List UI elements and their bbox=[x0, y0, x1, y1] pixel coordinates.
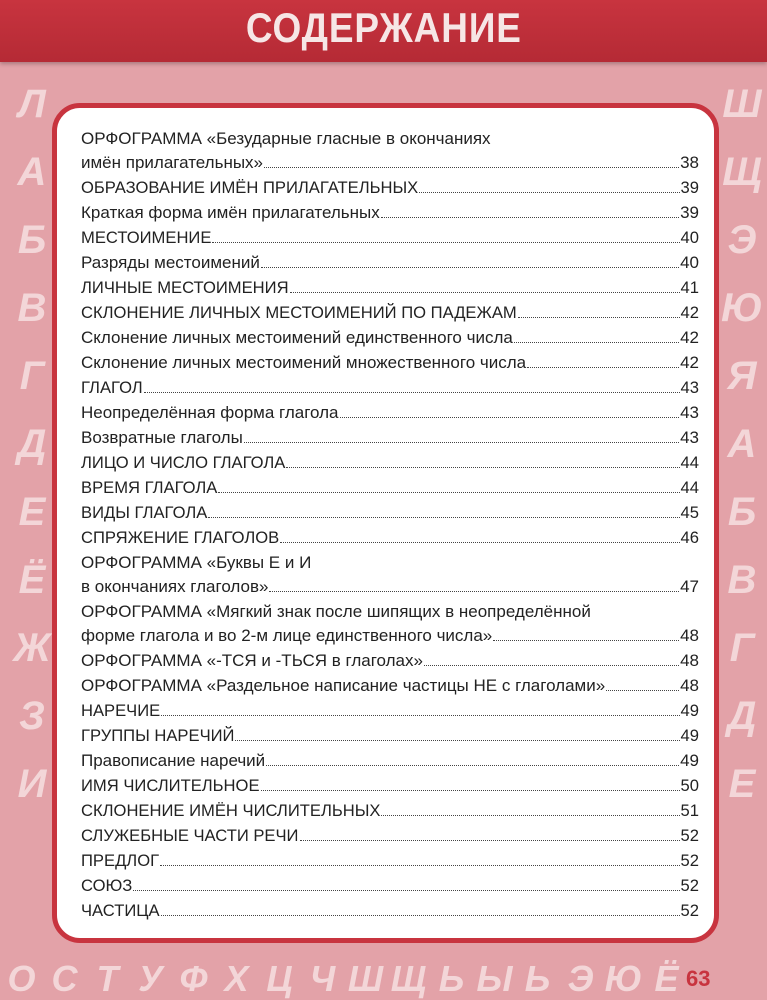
toc-entry-title: СКЛОНЕНИЕ ИМЁН ЧИСЛИТЕЛЬНЫХ bbox=[81, 801, 381, 820]
dot-leader bbox=[424, 665, 679, 666]
toc-entry bbox=[81, 648, 699, 673]
decorative-letter: А bbox=[17, 150, 47, 194]
dot-leader bbox=[264, 167, 679, 168]
toc-entry bbox=[81, 898, 699, 923]
dot-leader bbox=[419, 192, 679, 193]
decorative-letter: Ё bbox=[18, 558, 46, 602]
dot-leader bbox=[493, 640, 679, 641]
dot-leader bbox=[244, 442, 679, 443]
dot-leader bbox=[161, 915, 680, 916]
toc-entry bbox=[81, 773, 699, 798]
toc-entry-title: Неопределённая форма глагола bbox=[81, 403, 339, 422]
toc-entry-title: ОРФОГРАММА «Раздельное написание частицы НЕ с глаголами» bbox=[81, 676, 606, 695]
toc-entry bbox=[81, 475, 699, 500]
decorative-letter: Ь bbox=[438, 958, 465, 999]
decorative-letter: У bbox=[138, 958, 163, 999]
toc-entry bbox=[81, 575, 699, 599]
toc-entry-title: ЛИЦО И ЧИСЛО ГЛАГОЛА bbox=[81, 453, 286, 472]
dot-leader bbox=[261, 267, 679, 268]
bottom-letter-row bbox=[0, 958, 680, 1000]
dot-leader bbox=[161, 715, 679, 716]
toc-entry-page: 50 bbox=[680, 776, 699, 795]
right-letter-column bbox=[712, 70, 767, 950]
decorative-letter: Л bbox=[18, 82, 46, 126]
decorative-letter: С bbox=[51, 958, 78, 999]
toc-entry-page: 42 bbox=[680, 303, 699, 322]
toc-entry-title: ГЛАГОЛ bbox=[81, 378, 143, 397]
decorative-letter: З bbox=[19, 694, 45, 738]
toc-entry-page: 49 bbox=[680, 751, 699, 770]
toc-entry-page: 43 bbox=[680, 403, 699, 422]
toc-entry bbox=[81, 673, 699, 698]
toc-entry-title: НАРЕЧИЕ bbox=[81, 701, 161, 720]
toc-entry-title: ОРФОГРАММА «Безударные гласные в окончаниях bbox=[81, 129, 491, 148]
toc-entry bbox=[81, 275, 699, 300]
toc-entry bbox=[81, 300, 699, 325]
decorative-letter: Ю bbox=[604, 958, 643, 999]
decorative-letter: Я bbox=[727, 354, 757, 398]
toc-entry bbox=[81, 525, 699, 550]
dot-leader bbox=[266, 765, 679, 766]
toc-entry-title: ИМЯ ЧИСЛИТЕЛЬНОЕ bbox=[81, 776, 260, 795]
decorative-letter: Ц bbox=[266, 958, 293, 999]
decorative-letter: Б bbox=[17, 218, 47, 262]
toc-entry bbox=[81, 748, 699, 773]
toc-entry-title: Склонение личных местоимений множественного числа bbox=[81, 353, 527, 372]
toc-entry-page: 52 bbox=[680, 851, 699, 870]
dot-leader bbox=[527, 367, 679, 368]
dot-leader bbox=[212, 242, 679, 243]
contents-card bbox=[52, 103, 719, 943]
decorative-letter: Щ bbox=[390, 958, 427, 999]
dot-leader bbox=[218, 492, 679, 493]
dot-leader bbox=[286, 467, 679, 468]
toc-entry-title: Краткая форма имён прилагательных bbox=[81, 203, 380, 222]
decorative-letter: Ь bbox=[524, 958, 551, 999]
toc-entry-title: ОБРАЗОВАНИЕ ИМЁН ПРИЛАГАТЕЛЬНЫХ bbox=[81, 178, 419, 197]
decorative-letter: Ж bbox=[13, 626, 51, 670]
decorative-letter: В bbox=[17, 286, 47, 330]
toc-entry-title: Склонение личных местоимений единственного числа bbox=[81, 328, 513, 347]
toc-entry-page: 42 bbox=[680, 328, 699, 347]
decorative-letter: Ч bbox=[309, 958, 336, 999]
toc-entry-page: 44 bbox=[680, 478, 699, 497]
toc-entry-page: 47 bbox=[680, 577, 699, 596]
page-title: СОДЕРЖАНИЕ bbox=[245, 4, 522, 51]
toc-entry bbox=[81, 698, 699, 723]
toc-entry-title: ЛИЧНЫЕ МЕСТОИМЕНИЯ bbox=[81, 278, 289, 297]
decorative-letter: Ю bbox=[721, 286, 763, 330]
toc-entry-page: 39 bbox=[680, 178, 699, 197]
toc-entry bbox=[81, 450, 699, 475]
dot-leader bbox=[269, 591, 679, 592]
dot-leader bbox=[340, 417, 680, 418]
toc-entry bbox=[81, 798, 699, 823]
title-banner bbox=[0, 0, 767, 62]
toc-entry bbox=[81, 873, 699, 898]
toc-entry bbox=[81, 200, 699, 225]
toc-entry-title: имён прилагательных» bbox=[81, 153, 264, 172]
toc-entry bbox=[81, 624, 699, 648]
toc-entry-title: СПРЯЖЕНИЕ ГЛАГОЛОВ bbox=[81, 528, 280, 547]
toc-entry bbox=[81, 550, 699, 575]
toc-entry bbox=[81, 126, 699, 151]
toc-entry-title: ОРФОГРАММА «Буквы Е и И bbox=[81, 553, 312, 572]
toc-entry-page: 44 bbox=[680, 453, 699, 472]
toc-entry bbox=[81, 250, 699, 275]
decorative-letter: Г bbox=[729, 626, 755, 670]
decorative-letter: Щ bbox=[722, 150, 762, 194]
dot-leader bbox=[381, 815, 679, 816]
dot-leader bbox=[381, 217, 679, 218]
toc-entry-page: 51 bbox=[680, 801, 699, 820]
decorative-letter: Ё bbox=[654, 958, 679, 999]
toc-entry-page: 49 bbox=[680, 726, 699, 745]
toc-entry bbox=[81, 823, 699, 848]
decorative-letter: Д bbox=[727, 694, 757, 738]
dot-leader bbox=[518, 317, 680, 318]
toc-entry-page: 48 bbox=[680, 651, 699, 670]
toc-entry-page: 52 bbox=[680, 876, 699, 895]
toc-entry-title: ПРЕДЛОГ bbox=[81, 851, 160, 870]
decorative-letter: Е bbox=[18, 490, 46, 534]
dot-leader bbox=[280, 542, 679, 543]
dot-leader bbox=[290, 292, 680, 293]
dot-leader bbox=[133, 890, 679, 891]
decorative-letter: В bbox=[727, 558, 757, 602]
dot-leader bbox=[235, 740, 679, 741]
toc-entry-title: ВИДЫ ГЛАГОЛА bbox=[81, 503, 208, 522]
toc-entry bbox=[81, 175, 699, 200]
toc-entry-title: ОРФОГРАММА «Мягкий знак после шипящих в неопределённой bbox=[81, 602, 591, 621]
toc-entry-page: 49 bbox=[680, 701, 699, 720]
toc-entry-page: 43 bbox=[680, 378, 699, 397]
decorative-letter: Ы bbox=[476, 958, 513, 999]
toc-entry-title: в окончаниях глаголов» bbox=[81, 577, 269, 596]
toc-entry-page: 38 bbox=[680, 153, 699, 172]
toc-entry-page: 42 bbox=[680, 353, 699, 372]
dot-leader bbox=[208, 517, 679, 518]
toc-entry bbox=[81, 225, 699, 250]
toc-entry bbox=[81, 325, 699, 350]
decorative-letter: Е bbox=[728, 762, 756, 806]
dot-leader bbox=[261, 790, 680, 791]
toc-entry bbox=[81, 151, 699, 175]
toc-entry-title: ВРЕМЯ ГЛАГОЛА bbox=[81, 478, 218, 497]
table-of-contents bbox=[81, 126, 699, 923]
decorative-letter: Ш bbox=[722, 82, 762, 126]
decorative-letter: Г bbox=[19, 354, 45, 398]
decorative-letter: Т bbox=[96, 958, 119, 999]
toc-entry bbox=[81, 375, 699, 400]
toc-entry-page: 39 bbox=[680, 203, 699, 222]
toc-entry-page: 40 bbox=[680, 228, 699, 247]
toc-entry bbox=[81, 400, 699, 425]
decorative-letter: Х bbox=[224, 958, 249, 999]
decorative-letter: Ф bbox=[179, 958, 208, 999]
decorative-letter: Д bbox=[17, 422, 47, 466]
page-number: 63 bbox=[686, 966, 711, 991]
dot-leader bbox=[300, 840, 680, 841]
decorative-letter: О bbox=[7, 958, 36, 999]
toc-entry-title: ЧАСТИЦА bbox=[81, 901, 160, 920]
decorative-letter: Э bbox=[567, 958, 594, 999]
decorative-letter: Э bbox=[727, 218, 757, 262]
toc-entry bbox=[81, 723, 699, 748]
toc-entry-title: СОЮЗ bbox=[81, 876, 133, 895]
dot-leader bbox=[144, 392, 680, 393]
toc-entry-title: СЛУЖЕБНЫЕ ЧАСТИ РЕЧИ bbox=[81, 826, 299, 845]
decorative-letter: Ш bbox=[347, 958, 384, 999]
decorative-letter: А bbox=[727, 422, 757, 466]
toc-entry-page: 43 bbox=[680, 428, 699, 447]
dot-leader bbox=[606, 690, 679, 691]
toc-entry bbox=[81, 848, 699, 873]
toc-entry-page: 45 bbox=[680, 503, 699, 522]
toc-entry-title: СКЛОНЕНИЕ ЛИЧНЫХ МЕСТОИМЕНИЙ ПО ПАДЕЖАМ bbox=[81, 303, 517, 322]
toc-entry bbox=[81, 599, 699, 624]
toc-entry-page: 48 bbox=[680, 626, 699, 645]
toc-entry-title: ОРФОГРАММА «-ТСЯ и -ТЬСЯ в глаголах» bbox=[81, 651, 423, 670]
toc-entry-page: 52 bbox=[680, 826, 699, 845]
dot-leader bbox=[514, 342, 679, 343]
toc-entry-page: 46 bbox=[680, 528, 699, 547]
toc-entry-page: 41 bbox=[680, 278, 699, 297]
toc-entry bbox=[81, 350, 699, 375]
toc-entry-title: Разряды местоимений bbox=[81, 253, 260, 272]
decorative-letter: И bbox=[17, 762, 47, 806]
toc-entry-page: 48 bbox=[680, 676, 699, 695]
toc-entry-page: 52 bbox=[680, 901, 699, 920]
toc-entry-page: 40 bbox=[680, 253, 699, 272]
toc-entry bbox=[81, 500, 699, 525]
toc-entry bbox=[81, 425, 699, 450]
toc-entry-title: ГРУППЫ НАРЕЧИЙ bbox=[81, 726, 235, 745]
toc-entry-title: МЕСТОИМЕНИЕ bbox=[81, 228, 212, 247]
dot-leader bbox=[160, 865, 679, 866]
decorative-letter: Б bbox=[727, 490, 757, 534]
toc-entry-title: форме глагола и во 2-м лице единственного числа» bbox=[81, 626, 493, 645]
toc-entry-title: Правописание наречий bbox=[81, 751, 266, 770]
toc-entry-title: Возвратные глаголы bbox=[81, 428, 243, 447]
